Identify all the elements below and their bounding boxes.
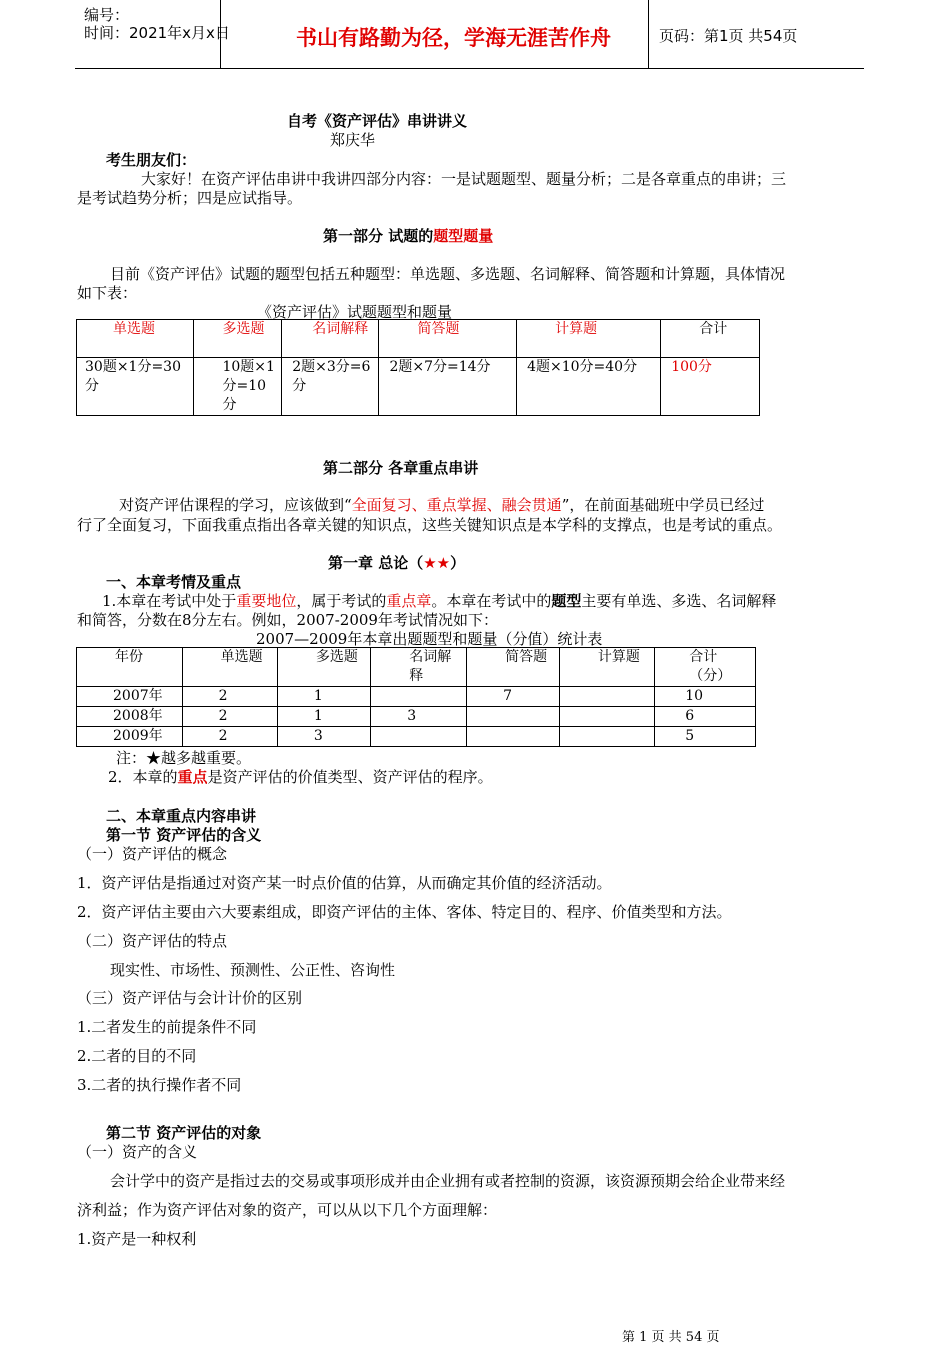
node1-line: （三）资产评估与会计计价的区别: [77, 989, 303, 1007]
table-header-cell: 合计: [661, 320, 760, 358]
node1-line: （二）资产评估的特点: [77, 932, 228, 950]
intro-line-2: 是考试趋势分析；四是应试指导。: [77, 189, 303, 207]
table-row: [77, 727, 756, 747]
table-header-cell: 名词解释: [371, 648, 467, 687]
part1-heading: 第一部分 试题的题型题量: [323, 227, 494, 245]
note: 注：★越多越重要。: [116, 749, 252, 767]
table-cell: [559, 707, 654, 727]
node1-heading: 第一节 资产评估的含义: [106, 826, 262, 844]
node1-line: 现实性、市场性、预测性、公正性、咨询性: [110, 961, 396, 979]
section2-heading: 二、本章重点内容串讲: [106, 807, 257, 825]
table-header-cell: 多选题: [194, 320, 282, 358]
table-cell: 2: [182, 707, 277, 727]
node2-line: 1.资产是一种权利: [77, 1230, 197, 1248]
header-number-label: 编号：: [84, 6, 130, 24]
table-header-cell: 计算题: [559, 648, 654, 687]
table-header-row: [77, 648, 756, 687]
section1-paragraph-line-3: 2．本章的重点是资产评估的价值类型、资产评估的程序。: [108, 768, 493, 786]
node2-heading: 第二节 资产评估的对象: [106, 1124, 262, 1142]
header-time-label: 时间：2021年x月x日: [84, 24, 230, 42]
table-header-cell: 名词解释: [282, 320, 379, 358]
chapter1-heading: 第一章 总论（★★）: [328, 554, 466, 572]
intro-line-1: 大家好！在资产评估串讲中我讲四部分内容：一是试题题型、题量分析；二是各章重点的串讲；三: [141, 170, 787, 188]
document-author: 郑庆华: [330, 131, 376, 149]
node1-line: 1．资产评估是指通过对资产某一时点价值的估算，从而确定其价值的经济活动。: [77, 874, 612, 892]
table-cell: 2题×7分=14分: [379, 358, 517, 416]
section1-paragraph-line-2: 和简答，分数在8分左右。例如，2007-2009年考试情况如下：: [77, 611, 498, 629]
table-cell: [371, 727, 467, 747]
table-header-cell: 单选题: [77, 320, 194, 358]
table-header-cell: 简答题: [467, 648, 560, 687]
section1-heading: 一、本章考情及重点: [106, 573, 242, 591]
table-cell: 1: [277, 687, 370, 707]
table-cell: 2题×3分=6分: [282, 358, 379, 416]
question-type-table: [76, 319, 760, 416]
table-row: [77, 358, 760, 416]
exam-statistics-table: [76, 647, 756, 747]
table-cell: 30题×1分=30分: [77, 358, 194, 416]
node1-line: 2．资产评估主要由六大要素组成，即资产评估的主体、客体、特定目的、程序、价值类型和方法。: [77, 903, 732, 921]
node1-line: （一）资产评估的概念: [77, 845, 228, 863]
table-cell: [467, 707, 560, 727]
table-cell: 2: [182, 727, 277, 747]
table-cell: 1: [277, 707, 370, 727]
node1-line: 2.二者的目的不同: [77, 1047, 197, 1065]
table-cell: 100分: [661, 358, 760, 416]
table-cell: 2007年: [77, 687, 183, 707]
table-cell: 7: [467, 687, 560, 707]
section1-paragraph-line-1: 1.本章在考试中处于重要地位，属于考试的重点章。本章在考试中的题型主要有单选、多选、名词解释: [102, 592, 777, 610]
header-motto: 书山有路勤为径，学海无涯苦作舟: [296, 26, 611, 50]
table-cell: 3: [277, 727, 370, 747]
table-cell: 10: [655, 687, 756, 707]
header-page-label: 页码：第1页 共54页: [659, 27, 798, 45]
header-divider: [648, 0, 649, 68]
table-header-cell: 合计（分）: [655, 648, 756, 687]
table-cell: 10题×1分=10分: [194, 358, 282, 416]
table-cell: [559, 727, 654, 747]
node2-line: （一）资产的含义: [77, 1143, 198, 1161]
table-cell: 5: [655, 727, 756, 747]
part2-paragraph-line-1: 对资产评估课程的学习，应该做到“全面复习、重点掌握、融会贯通”，在前面基础班中学员已经过: [119, 496, 765, 514]
table-header-cell: 简答题: [379, 320, 517, 358]
table-header-cell: 年份: [77, 648, 183, 687]
node1-line: 1.二者发生的前提条件不同: [77, 1018, 257, 1036]
table2-caption: 2007—2009年本章出题题型和题量（分值）统计表: [256, 630, 603, 648]
star-rating: ★★: [423, 554, 451, 572]
table-cell: 2009年: [77, 727, 183, 747]
greeting: 考生朋友们：: [106, 151, 197, 169]
table-header-row: [77, 320, 760, 358]
node1-line: 3.二者的执行操作者不同: [77, 1076, 242, 1094]
part1-paragraph-line-2: 如下表：: [77, 284, 138, 302]
document-title: 自考《资产评估》串讲讲义: [287, 112, 468, 130]
page-footer: 第 1 页 共 54 页: [622, 1330, 720, 1345]
table-header-cell: 计算题: [517, 320, 661, 358]
node2-line: 济利益；作为资产评估对象的资产，可以从以下几个方面理解：: [77, 1201, 498, 1219]
table-cell: [371, 687, 467, 707]
node2-line: 会计学中的资产是指过去的交易或事项形成并由企业拥有或者控制的资源，该资源预期会给企业带来经: [110, 1172, 786, 1190]
table-cell: 4题×10分=40分: [517, 358, 661, 416]
table-cell: 2008年: [77, 707, 183, 727]
table-cell: 3: [371, 707, 467, 727]
table-cell: 6: [655, 707, 756, 727]
table-cell: [467, 727, 560, 747]
part2-heading: 第二部分 各章重点串讲: [323, 459, 479, 477]
table-cell: [559, 687, 654, 707]
table1-caption: 《资产评估》试题题型和题量: [257, 303, 453, 321]
part1-paragraph-line-1: 目前《资产评估》试题的题型包括五种题型：单选题、多选题、名词解释、简答题和计算题，具体情况: [110, 265, 786, 283]
table-header-cell: 多选题: [277, 648, 370, 687]
table-cell: 2: [182, 687, 277, 707]
part2-paragraph-line-2: 行了全面复习，下面我重点指出各章关键的知识点，这些关键知识点是本学科的支撑点，也是考试的重点。: [77, 516, 783, 534]
table-row: [77, 687, 756, 707]
table-row: [77, 707, 756, 727]
table-header-cell: 单选题: [182, 648, 277, 687]
